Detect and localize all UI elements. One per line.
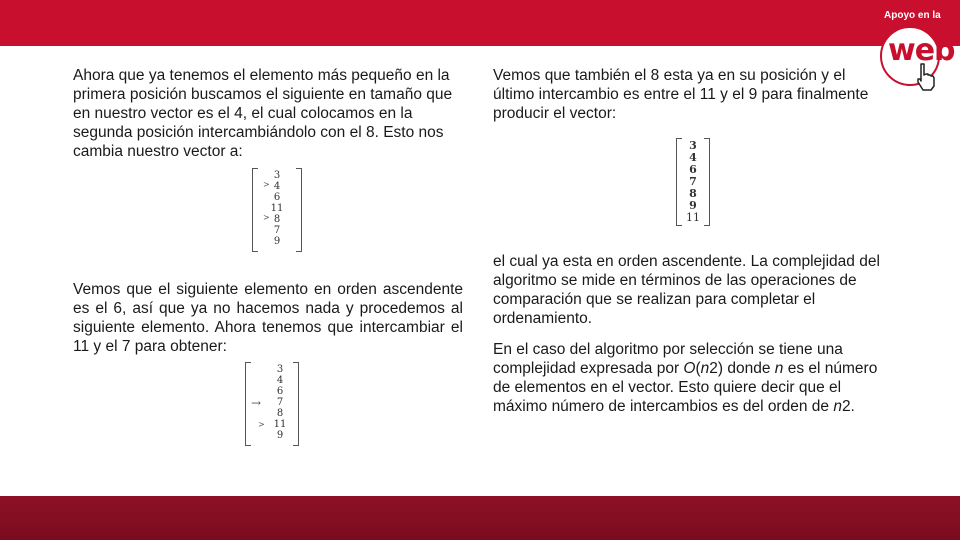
paragraph-5-text: es el número de elementos en el vector. Esto quiere decir que el máximo número de intercambios es del orden de (493, 360, 878, 415)
vector-1-value: 11 (270, 203, 284, 214)
vector-1-value: 7 (273, 225, 281, 236)
vector-1-value: 3 (273, 170, 281, 181)
vector-2-value: 6 (276, 386, 284, 397)
footer-bar (0, 496, 960, 540)
vector-1-mark: > (263, 213, 270, 222)
paragraph-4: el cual ya esta en orden ascendente. La complejidad del algoritmo se mide en términos de las operaciones de comparación que se realizan para completar el ordenamiento. (493, 253, 880, 327)
paragraph-5 (493, 340, 883, 416)
paragraph-2: Vemos que el siguiente elemento en orden ascendente es el 6, así que ya no hacemos nada y procedemos al siguiente elemento. Ahora tenemos que intercambiar el 11 y el 7 para obtener: (73, 281, 463, 355)
vector-2-value: 8 (276, 408, 284, 419)
vector-1-value: 8 (273, 214, 281, 225)
vector-3-value: 4 (689, 151, 697, 164)
paragraph-5-text: En el caso del algoritmo por selección se tiene una complejidad expresada por (493, 341, 843, 377)
vector-3 (676, 138, 710, 226)
paragraph-5-text: 2) donde (709, 360, 775, 377)
vector-3-value: 11 (686, 211, 700, 224)
paragraph-3: Vemos que también el 8 esta ya en su posición y el último intercambio es entre el 11 y el 9 para finalmente producir el vector: (493, 67, 869, 122)
vector-3-value: 7 (689, 175, 697, 188)
vector-2-value: 3 (276, 364, 284, 375)
vector-1-mark: > (263, 180, 270, 189)
logo-caption: Apoyo en la (884, 10, 941, 21)
vector-1-value: 9 (273, 236, 281, 247)
pointing-hand-icon (915, 62, 939, 92)
paragraph-5-text: ( (695, 360, 701, 377)
vector-2 (245, 362, 299, 446)
vector-3-value: 8 (689, 187, 697, 200)
paragraph-1: Ahora que ya tenemos el elemento más pequeño en la primera posición buscamos el siguiente en tamaño que en nuestro vector es el 4, el cual colocamos en la segunda posición intercambiándolo con el 8. Esto nos cambia nuestro vector a: (73, 67, 453, 160)
variable-n: n (833, 398, 842, 415)
logo-word: web (888, 33, 955, 68)
variable-n: n (700, 360, 710, 377)
vector-3-value: 3 (689, 139, 697, 152)
header-bar (0, 0, 960, 46)
vector-1 (252, 168, 302, 252)
variable-n: n (774, 360, 784, 377)
vector-2-mark: > (258, 420, 265, 429)
vector-2-value: 4 (276, 375, 284, 386)
big-o-symbol: O (683, 360, 696, 377)
vector-3-value: 6 (689, 163, 697, 176)
vector-1-value: 6 (273, 192, 281, 203)
vector-2-value: 9 (276, 430, 284, 441)
paragraph-5-text: 2. (841, 398, 855, 415)
vector-2-mark: → (251, 396, 262, 410)
vector-2-value: 11 (273, 419, 287, 430)
vector-1-value: 4 (273, 181, 281, 192)
vector-2-value: 7 (276, 397, 284, 408)
vector-3-value: 9 (689, 199, 697, 212)
